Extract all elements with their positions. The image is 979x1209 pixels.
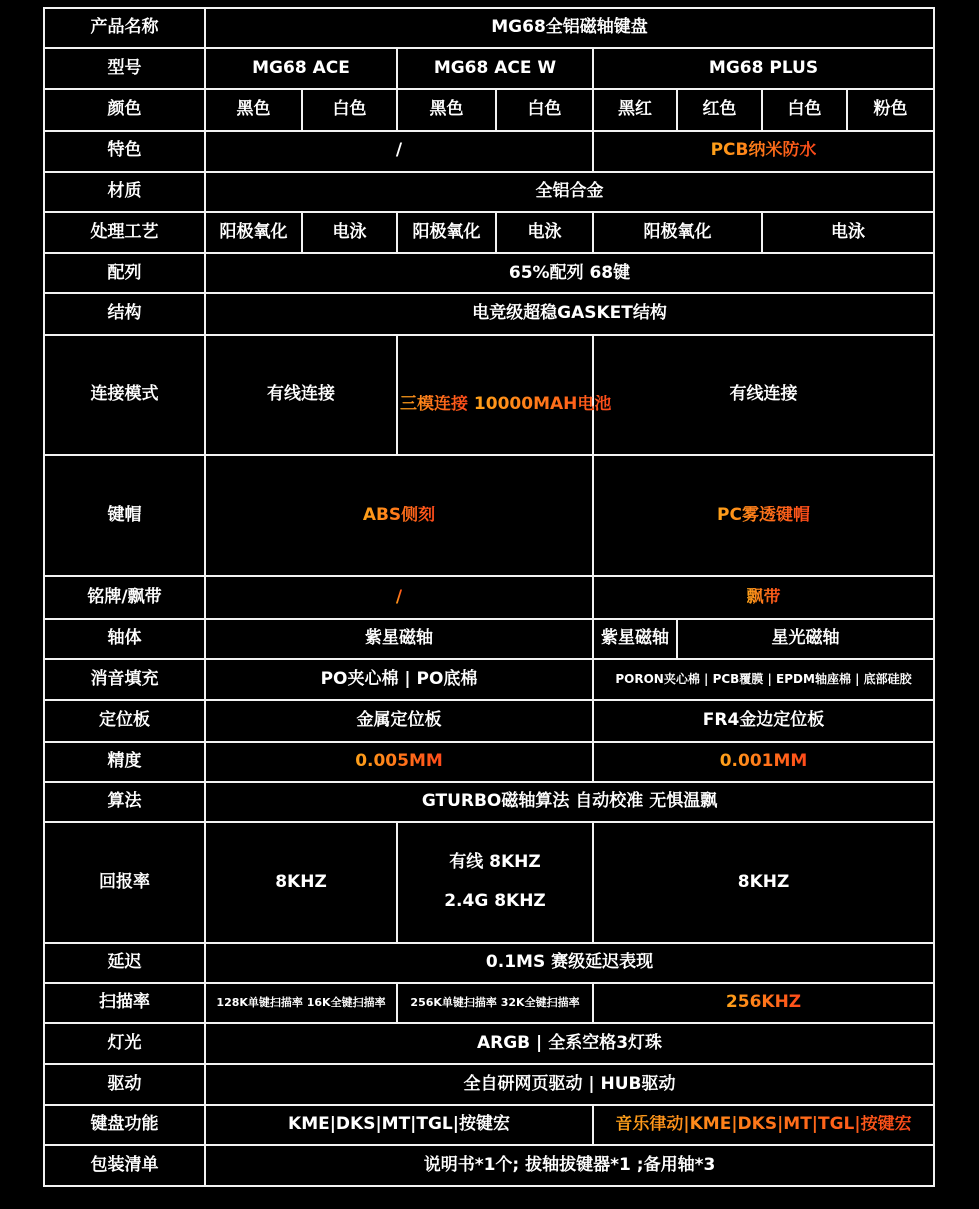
process-cell: 电泳: [762, 212, 934, 253]
scan-rate-plus: [593, 983, 934, 1023]
polling-wired: 有线 8KHZ: [449, 851, 541, 872]
scan-rate-ace-w: 256K单键扫描率 32K全键扫描率: [397, 983, 593, 1023]
row-feature: [44, 131, 934, 172]
process-cell: 电泳: [302, 212, 397, 253]
row-label: 算法: [44, 782, 205, 822]
process-cell: 电泳: [496, 212, 593, 253]
row-switch: [44, 619, 934, 659]
feature-plus: [593, 131, 934, 172]
color-cell: 粉色: [847, 89, 934, 130]
precision-ace-text: 0.005MM: [355, 751, 443, 771]
connection-ace-w: [397, 335, 612, 456]
row-label: 结构: [44, 293, 205, 334]
package-value: 说明书*1个; 拔轴拔键器*1 ;备用轴*3: [205, 1145, 934, 1186]
row-functions: [44, 1105, 934, 1145]
row-label: 回报率: [44, 822, 205, 943]
color-cell: 黑红: [593, 89, 677, 130]
row-material: [44, 172, 934, 212]
row-label: 颜色: [44, 89, 205, 130]
row-lighting: [44, 1023, 934, 1064]
sound-fill-plus: PORON夹心棉 | PCB覆膜 | EPDM轴座棉 | 底部硅胶: [593, 659, 934, 700]
row-scan-rate: [44, 983, 934, 1023]
row-precision: [44, 742, 934, 782]
color-cell: 白色: [302, 89, 397, 130]
scan-rate-plus-text: 256KHZ: [725, 992, 802, 1013]
row-label: 驱动: [44, 1064, 205, 1104]
row-driver: [44, 1064, 934, 1104]
product-name-value: MG68全铝磁轴键盘: [205, 8, 934, 48]
model-ace-w: MG68 ACE W: [397, 48, 593, 89]
row-label: 扫描率: [44, 983, 205, 1023]
plate-plus: FR4金边定位板: [593, 700, 934, 741]
functions-plus-text: 音乐律动|KME|DKS|MT|TGL|按键宏: [615, 1113, 912, 1134]
row-label: 铭牌/飘带: [44, 576, 205, 619]
color-cell: 白色: [762, 89, 847, 130]
row-label: 消音填充: [44, 659, 205, 700]
connection-tri-mode: 三模连接: [400, 394, 468, 415]
color-cell: 红色: [677, 89, 762, 130]
row-label: 特色: [44, 131, 205, 172]
connection-battery: 10000MAH电池: [473, 394, 612, 415]
layout-value: 65%配列 68键: [205, 253, 934, 293]
row-layout: [44, 253, 934, 293]
process-cell: 阳极氧化: [593, 212, 762, 253]
row-structure: [44, 293, 934, 334]
keycaps-ace-text: ABS侧刻: [362, 504, 436, 525]
row-label: 轴体: [44, 619, 205, 659]
connection-ace: 有线连接: [205, 335, 397, 456]
latency-value: 0.1MS 赛级延迟表现: [205, 943, 934, 983]
row-label: 延迟: [44, 943, 205, 983]
row-connection: [44, 335, 934, 456]
feature-plus-text: PCB纳米防水: [710, 140, 817, 161]
material-value: 全铝合金: [205, 172, 934, 212]
row-process: [44, 212, 934, 253]
spec-table: [43, 7, 935, 1187]
row-label: 键盘功能: [44, 1105, 205, 1145]
row-label: 材质: [44, 172, 205, 212]
color-cell: 黑色: [397, 89, 496, 130]
algorithm-value: GTURBO磁轴算法 自动校准 无惧温飘: [205, 782, 934, 822]
row-sound-fill: [44, 659, 934, 700]
polling-ace: 8KHZ: [205, 822, 397, 943]
row-label: 精度: [44, 742, 205, 782]
process-cell: 阳极氧化: [205, 212, 302, 253]
row-label: 定位板: [44, 700, 205, 741]
structure-value: 电竞级超稳GASKET结构: [205, 293, 934, 334]
feature-ace: /: [205, 131, 593, 172]
plate-ace: 金属定位板: [205, 700, 593, 741]
sound-fill-ace: PO夹心棉 | PO底棉: [205, 659, 593, 700]
precision-plus: [593, 742, 934, 782]
precision-plus-text: 0.001MM: [719, 751, 808, 771]
row-keycaps: [44, 455, 934, 576]
keycaps-ace: [205, 455, 593, 576]
row-label: 处理工艺: [44, 212, 205, 253]
color-cell: 白色: [496, 89, 593, 130]
row-label: 配列: [44, 253, 205, 293]
keycaps-plus: [593, 455, 934, 576]
polling-24g: 2.4G 8KHZ: [444, 891, 546, 912]
row-color: [44, 89, 934, 130]
switch-plus-b: 星光磁轴: [677, 619, 934, 659]
row-package: [44, 1145, 934, 1186]
row-polling: [44, 822, 934, 943]
switch-ace: 紫星磁轴: [205, 619, 593, 659]
precision-ace: [205, 742, 593, 782]
row-plate: [44, 700, 934, 741]
row-label: 灯光: [44, 1023, 205, 1064]
connection-plus: 有线连接: [593, 335, 934, 456]
row-latency: [44, 943, 934, 983]
nameplate-plus-text: 飘带: [746, 586, 781, 607]
row-algorithm: [44, 782, 934, 822]
nameplate-ace: [205, 576, 593, 619]
process-cell: 阳极氧化: [397, 212, 496, 253]
nameplate-ace-text: /: [395, 586, 403, 607]
model-ace: MG68 ACE: [205, 48, 397, 89]
functions-ace: KME|DKS|MT|TGL|按键宏: [205, 1105, 593, 1145]
nameplate-plus: [593, 576, 934, 619]
row-label: 连接模式: [44, 335, 205, 456]
polling-ace-w: [397, 822, 593, 943]
row-label: 产品名称: [44, 8, 205, 48]
row-label: 键帽: [44, 455, 205, 576]
scan-rate-ace: 128K单键扫描率 16K全键扫描率: [205, 983, 397, 1023]
lighting-value: ARGB | 全系空格3灯珠: [205, 1023, 934, 1064]
row-nameplate: [44, 576, 934, 619]
row-product-name: [44, 8, 934, 48]
row-label: 包装清单: [44, 1145, 205, 1186]
color-cell: 黑色: [205, 89, 302, 130]
row-model: [44, 48, 934, 89]
polling-plus: 8KHZ: [593, 822, 934, 943]
model-plus: MG68 PLUS: [593, 48, 934, 89]
row-label: 型号: [44, 48, 205, 89]
keycaps-plus-text: PC雾透键帽: [717, 504, 810, 525]
switch-plus-a: 紫星磁轴: [593, 619, 677, 659]
functions-plus: [593, 1105, 934, 1145]
driver-value: 全自研网页驱动 | HUB驱动: [205, 1064, 934, 1104]
